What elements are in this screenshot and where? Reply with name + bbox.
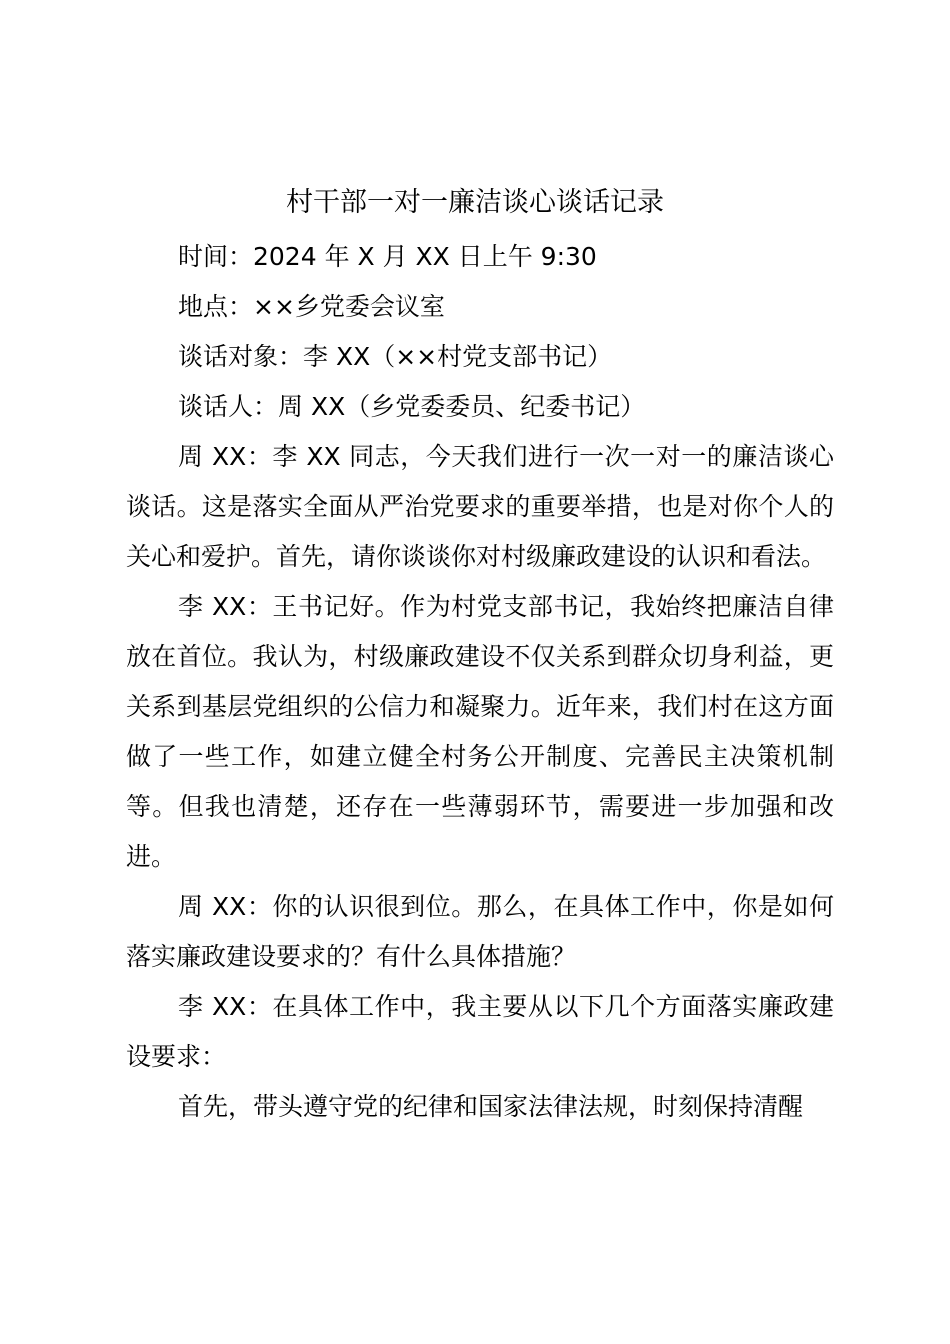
meta-interviewer: 谈话人：周 XX（乡党委委员、纪委书记） bbox=[178, 392, 646, 421]
dialogue-paragraph: 首先，带头遵守党的纪律和国家法律法规，时刻保持清醒 bbox=[178, 1092, 804, 1121]
dialogue-paragraph: 李 XX：在具体工作中，我主要从以下几个方面落实廉政建设要求： bbox=[126, 992, 834, 1071]
meta-time: 时间：2024 年 X 月 XX 日上午 9:30 bbox=[178, 242, 597, 271]
document-body bbox=[126, 232, 834, 1132]
dialogue-paragraph: 周 XX：你的认识很到位。那么，在具体工作中，你是如何落实廉政建设要求的？有什么具体措施？ bbox=[126, 892, 834, 971]
dialogue-paragraph: 李 XX：王书记好。作为村党支部书记，我始终把廉洁自律放在首位。我认为，村级廉政建设不仅关系到群众切身利益，更关系到基层党组织的公信力和凝聚力。近年来，我们村在这方面做了一些工作，如建立健全村务公开制度、完善民主决策机制等。但我也清楚，还存在一些薄弱环节，需要进一步加强和改进。 bbox=[126, 592, 834, 871]
meta-location: 地点：××乡党委会议室 bbox=[178, 292, 445, 321]
document-title: 村干部一对一廉洁谈心谈话记录 bbox=[286, 187, 664, 218]
dialogue-paragraph: 周 XX：李 XX 同志，今天我们进行一次一对一的廉洁谈心谈话。这是落实全面从严治党要求的重要举措，也是对你个人的关心和爱护。首先，请你谈谈你对村级廉政建设的认识和看法。 bbox=[126, 442, 834, 571]
meta-interviewee: 谈话对象：李 XX（××村党支部书记） bbox=[178, 342, 613, 371]
